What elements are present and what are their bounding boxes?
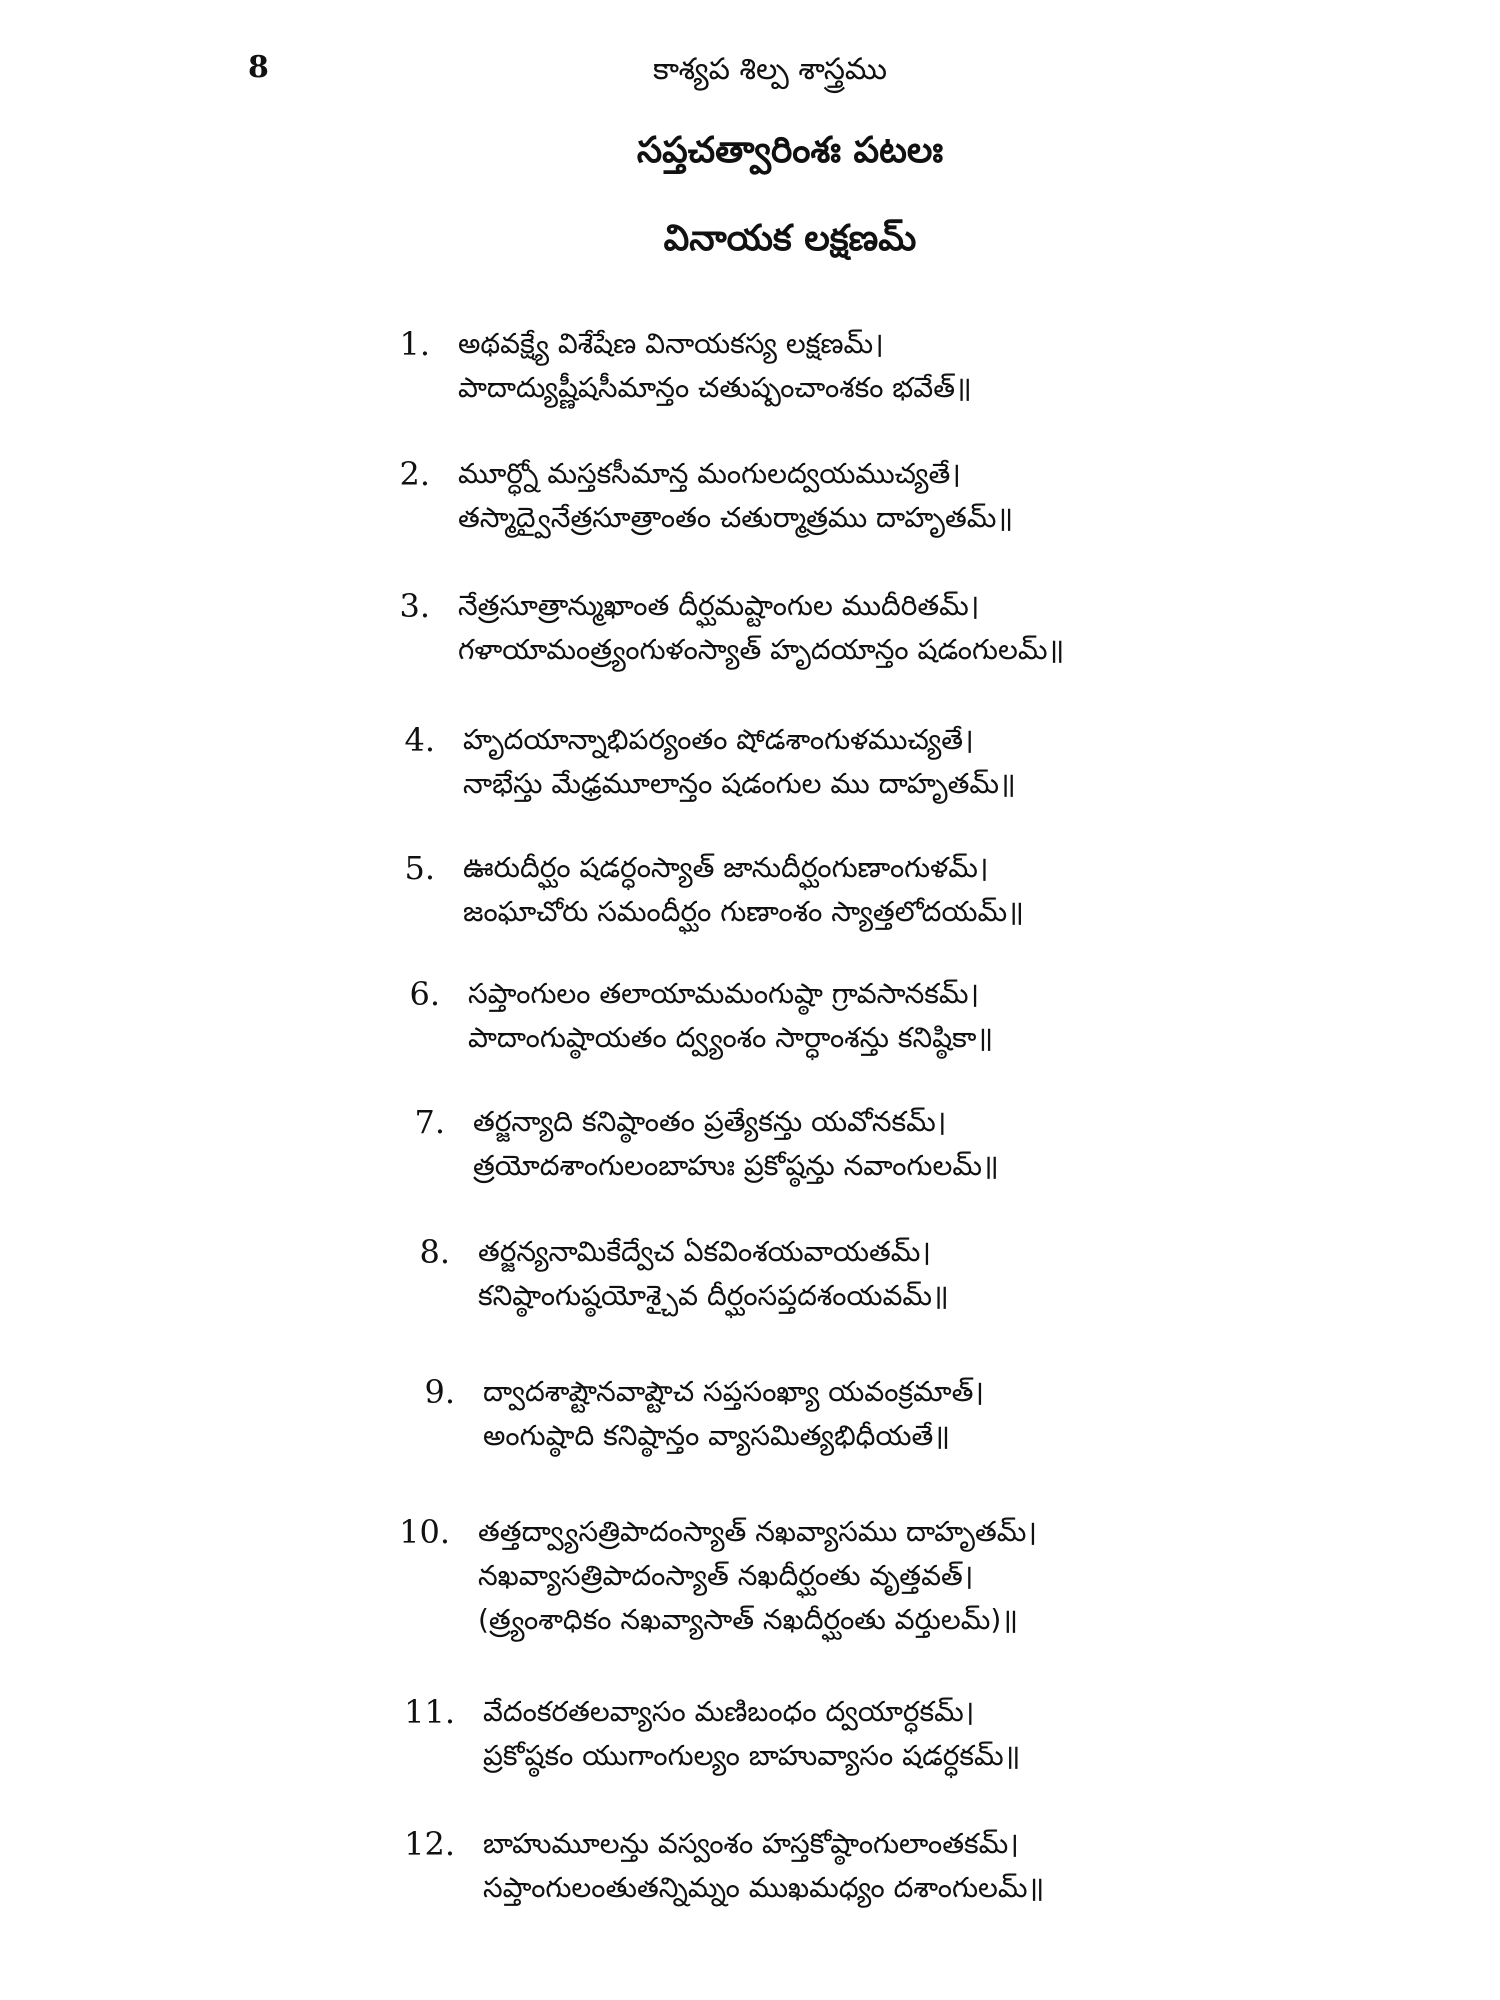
verse-line: సప్తాంగులం తలాయామమంగుష్ఠా గ్రావసానకమ్। xyxy=(468,977,980,1010)
page-number: 8 xyxy=(248,50,269,85)
section-title: వినాయక లక్షణమ్ xyxy=(663,218,917,259)
verse-line: బాహుమూలన్తు వస్వంశం హస్తకోష్ఠాంగులాంతకమ్। xyxy=(483,1827,1019,1860)
verse-text xyxy=(463,846,1024,934)
verse-text xyxy=(468,972,993,1060)
verse-line: ద్వాదశాష్టౌనవాష్టౌచ సప్తసంఖ్యా యవంక్రమాత్। xyxy=(483,1375,985,1408)
verse-line: నాభేస్తు మేఢ్రమూలాన్తం షడంగుల ము దాహృతమ్॥ xyxy=(463,767,1016,800)
verse-line: (త్ర్యంశాధికం నఖవ్యాసాత్ నఖదీర్ఘంతు వర్తులమ్)॥ xyxy=(478,1603,1019,1636)
verse-number: 4. xyxy=(404,721,435,759)
verse-line: పాదాంగుష్ఠాయతం ద్వ్యంశం సార్ధాంశన్తు కనిష్ఠికా॥ xyxy=(468,1021,994,1054)
verse-line: కనిష్ఠాంగుష్ఠయోశ్చైవ దీర్ఘంసప్తదశంయవమ్॥ xyxy=(478,1279,949,1312)
verse-line: అథవక్ష్యే విశేషేణ వినాయకస్య లక్షణమ్। xyxy=(458,327,884,360)
verse-line: తస్మాద్వైనేత్రసూత్రాంతం చతుర్మాత్రము దాహృతమ్॥ xyxy=(458,501,1014,534)
verse-line: మూర్ధ్నో మస్తకసీమాన్త మంగులద్వయముచ్యతే। xyxy=(458,457,961,490)
verse-number: 7. xyxy=(414,1103,445,1141)
verse-line: త్రయోదశాంగులంబాహుః ప్రకోష్ఠన్తు నవాంగులమ్॥ xyxy=(473,1149,999,1182)
chapter-title: సప్తచత్వారింశః పటలః xyxy=(636,130,944,171)
verse-number: 10. xyxy=(399,1513,450,1551)
verse-text xyxy=(463,718,1016,806)
verse-12 xyxy=(385,1822,1044,1910)
verse-text xyxy=(458,452,1013,540)
verse-line: ఊరుదీర్ఘం షడర్ధంస్యాత్ జానుదీర్ఘంగుణాంగుళమ్। xyxy=(463,851,989,884)
verse-number: 12. xyxy=(404,1825,455,1863)
verse-line: నేత్రసూత్రాన్ముఖాంత దీర్ఘమష్టాంగుల ముదీరితమ్। xyxy=(458,589,980,622)
verse-text xyxy=(478,1230,949,1318)
verse-9 xyxy=(385,1370,984,1458)
verse-8 xyxy=(380,1230,949,1318)
verse-number: 6. xyxy=(409,975,440,1013)
verse-line: వేదంకరతలవ్యాసం మణిబంధం ద్వయార్ధకమ్। xyxy=(483,1695,975,1728)
verse-text xyxy=(483,1370,984,1458)
verse-line: తత్తద్వ్యాసత్రిపాదంస్యాత్ నఖవ్యాసము దాహృతమ్। xyxy=(478,1515,1038,1548)
verse-line: హృదయాన్నాభిపర్యంతం షోడశాంగుళముచ్యతే। xyxy=(463,723,974,756)
verse-text xyxy=(458,322,972,410)
verse-line: పాదాద్యుష్ణీషసీమాన్తం చతుష్పంచాంశకం భవేత్॥ xyxy=(458,371,972,404)
verse-number: 8. xyxy=(419,1233,450,1271)
verse-number: 9. xyxy=(424,1373,455,1411)
verse-number: 5. xyxy=(404,849,435,887)
verse-10 xyxy=(380,1510,1037,1642)
verse-text xyxy=(483,1822,1044,1910)
verse-2 xyxy=(360,452,1013,540)
verse-number: 2. xyxy=(399,455,430,493)
verse-text xyxy=(458,584,1064,672)
verse-7 xyxy=(375,1100,999,1188)
verse-line: సప్తాంగులంతుతన్నిమ్నం ముఖమధ్యం దశాంగులమ్॥ xyxy=(483,1871,1045,1904)
verse-3 xyxy=(360,584,1064,672)
verse-1 xyxy=(360,322,972,410)
verse-line: అంగుష్ఠాది కనిష్ఠాన్తం వ్యాసమిత్యభిధీయతే॥ xyxy=(483,1419,951,1452)
verse-line: జంఘాచోరు సమందీర్ఘం గుణాంశం స్యాత్తలోదయమ్॥ xyxy=(463,895,1024,928)
verse-4 xyxy=(365,718,1016,806)
verse-text xyxy=(478,1510,1037,1642)
running-title: కాశ్యప శిల్ప శాస్త్రము xyxy=(652,52,888,87)
verse-number: 1. xyxy=(399,325,430,363)
verse-line: గళాయామంత్ర్యంగుళంస్యాత్ హృదయాన్తం షడంగులమ్॥ xyxy=(458,633,1065,666)
verse-text xyxy=(473,1100,999,1188)
verse-line: తర్జన్యాది కనిష్ఠాంతం ప్రత్యేకన్తు యవోనకమ్। xyxy=(473,1105,947,1138)
verse-text xyxy=(483,1690,1020,1778)
verse-6 xyxy=(370,972,993,1060)
verse-11 xyxy=(385,1690,1020,1778)
verse-line: నఖవ్యాసత్రిపాదంస్యాత్ నఖదీర్ఘంతు వృత్తవత్। xyxy=(478,1559,974,1592)
verse-5 xyxy=(365,846,1024,934)
verse-line: తర్జన్యనామికేద్వేచ ఏకవింశయవాయతమ్। xyxy=(478,1235,932,1268)
verse-number: 11. xyxy=(404,1693,455,1731)
verse-number: 3. xyxy=(399,587,430,625)
verse-line: ప్రకోష్ఠకం యుగాంగుల్యం బాహువ్యాసం షడర్ధకమ్॥ xyxy=(483,1739,1021,1772)
